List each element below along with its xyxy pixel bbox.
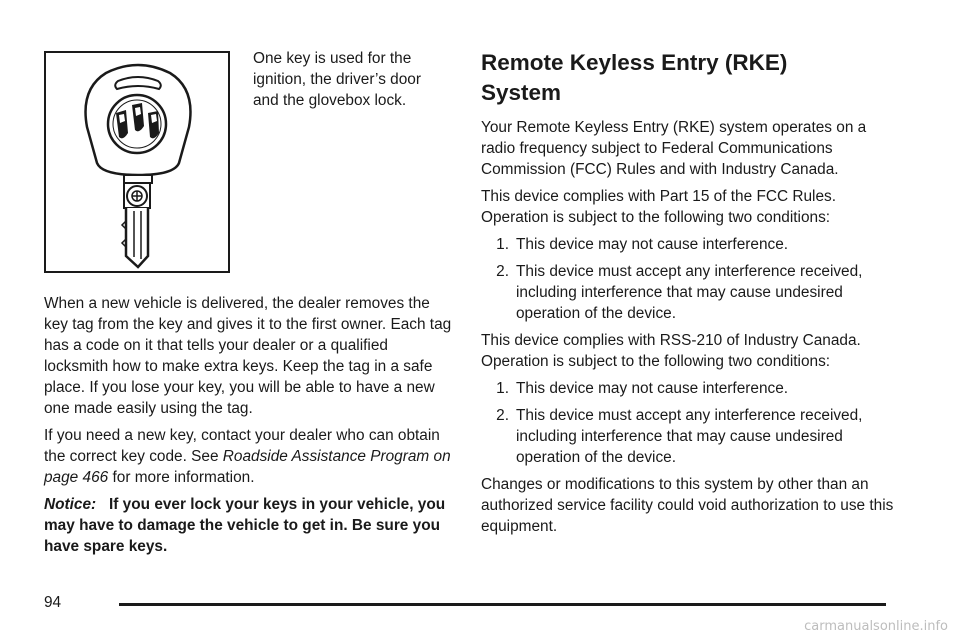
rss-paragraph: This device complies with RSS-210 of Industry Canada. Operation is subject to the following two conditions: (481, 332, 861, 370)
list-number: 2. (496, 263, 509, 280)
page-number: 94 (44, 594, 62, 611)
section-heading (481, 48, 901, 108)
modifications-paragraph: Changes or modifications to this system by other than an authorized service facility could void authorization to use this equipment. (481, 476, 894, 535)
list-item (481, 405, 901, 468)
key-caption-line: One key is used for the (253, 50, 412, 67)
right-column-text (481, 48, 901, 537)
watermark: carmanualsonline.info (804, 619, 948, 634)
key-caption-line: and the glovebox lock. (253, 92, 407, 109)
list-text: This device must accept any interference received, including interference that may cause undesired operation of the device. (516, 263, 863, 322)
footer-rule (119, 603, 886, 606)
car-key-icon (46, 53, 228, 271)
key-illustration (44, 51, 230, 273)
notice-label: Notice: (44, 496, 97, 513)
new-key-text: If you need a new key, contact your dealer who can obtain the correct key code. See (44, 427, 440, 465)
section-heading-line: Remote Keyless Entry (RKE) (481, 50, 788, 75)
left-column-text (44, 293, 454, 557)
list-item (481, 234, 901, 255)
list-item (481, 378, 901, 399)
notice-text: If you ever lock your keys in your vehicle, you may have to damage the vehicle to get in. Be sure you have spare keys. (44, 496, 446, 555)
fcc-paragraph: This device complies with Part 15 of the FCC Rules. Operation is subject to the following two conditions: (481, 188, 836, 226)
list-text: This device must accept any interference received, including interference that may cause undesired operation of the device. (516, 407, 863, 466)
list-number: 1. (496, 236, 509, 253)
section-heading-line: System (481, 80, 562, 105)
rke-intro-paragraph: Your Remote Keyless Entry (RKE) system operates on a radio frequency subject to Federal Communications Commission (FCC) Rules and with Industry Canada. (481, 119, 867, 178)
notice-paragraph (44, 494, 454, 557)
new-key-paragraph (44, 425, 454, 488)
key-caption-line: ignition, the driver’s door (253, 71, 421, 88)
roadside-assistance-link[interactable]: Roadside Assistance Program on page 466 (44, 448, 451, 486)
new-key-text-end: for more information. (108, 469, 255, 486)
list-number: 2. (496, 407, 509, 424)
fcc-conditions-list (481, 234, 901, 324)
list-text: This device may not cause interference. (516, 380, 789, 397)
rss-conditions-list (481, 378, 901, 468)
list-item (481, 261, 901, 324)
list-text: This device may not cause interference. (516, 236, 789, 253)
key-caption (253, 48, 458, 111)
key-tag-paragraph: When a new vehicle is delivered, the dealer removes the key tag from the key and gives it to the first owner. Each tag has a code on it that tells your dealer or a qualified locksmith how to make extra keys. Keep the tag in a safe place. If you lose your key, you will be able to have a new one made easily using the tag. (44, 295, 452, 417)
list-number: 1. (496, 380, 509, 397)
